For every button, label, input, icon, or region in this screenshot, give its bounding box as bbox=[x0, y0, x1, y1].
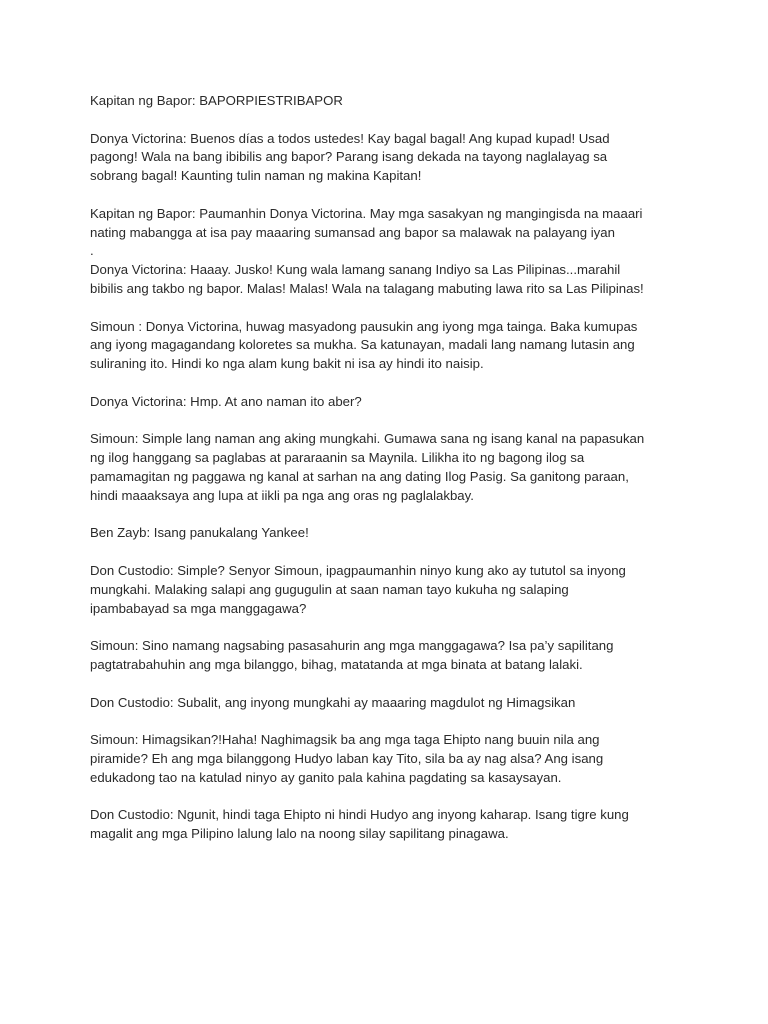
paragraph-1: Kapitan ng Bapor: BAPORPIESTRIBAPOR bbox=[90, 93, 343, 108]
document-body bbox=[90, 92, 690, 863]
paragraph-12: Simoun: Himagsikan?!Haha! Naghimagsik ba ang mga taga Ehipto nang buuin nila ang piramide? Eh ang mga bilanggong Hudyo laban kay Tito, sila ba ay nag alsa? Ang isang edukadong tao na katulad ninyo ay ganito pala kahina pagdating sa kasaysayan. bbox=[90, 732, 604, 785]
paragraph-10: Simoun: Sino namang nagsabing pasasahurin ang mga manggagawa? Isa pa’y sapilitang pagtatrabahuhin ang mga bilanggo, bihag, matatanda at mga binata at batang lalaki. bbox=[90, 638, 614, 672]
paragraph-4: Donya Victorina: Haaay. Jusko! Kung wala lamang sanang Indiyo sa Las Pilipinas...marahil bibilis ang takbo ng bapor. Malas! Malas! Wala na talagang mabuting lawa rito sa Las Pilipinas! bbox=[90, 262, 644, 296]
paragraph-3: Kapitan ng Bapor: Paumanhin Donya Victorina. May mga sasakyan ng mangingisda na maaari nating mabangga at isa pay maaaring sumansad ang bapor sa malawak na palayang iyan . bbox=[90, 205, 643, 259]
paragraph-11: Don Custodio: Subalit, ang inyong mungkahi ay maaaring magdulot ng Himagsikan bbox=[90, 694, 576, 710]
paragraph-9: Don Custodio: Simple? Senyor Simoun, ipagpaumanhin ninyo kung ako ay tututol sa inyong mungkahi. Malaking salapi ang gugugulin at saan naman tayo kukuha ng salaping ipambabayad sa mga manggagawa? bbox=[90, 562, 626, 616]
paragraph-8: Ben Zayb: Isang panukalang Yankee! bbox=[90, 525, 309, 541]
paragraph-13: Don Custodio: Ngunit, hindi taga Ehipto ni hindi Hudyo ang inyong kaharap. Isang tigre kung magalit ang mga Pilipino lalung lalo na noong silay sapilitang pinagawa. bbox=[90, 807, 629, 842]
paragraph-2: Donya Victorina: Buenos días a todos ustedes! Kay bagal bagal! Ang kupad kupad! Usad pagong! Wala na bang ibibilis ang bapor? Parang isang dekada na tayong naglalayag sa sobrang bagal! Kaunting tulin naman ng makina Kapitan! bbox=[90, 130, 610, 184]
paragraph-5: Simoun : Donya Victorina, huwag masyadong pausukin ang iyong mga tainga. Baka kumupas ang iyong magagandang koloretes sa mukha. Sa katunayan, madali lang namang lutasin ang suliraning ito. Hindi ko nga alam kung bakit ni isa ay hindi ito naisip. bbox=[90, 318, 638, 372]
paragraph-6: Donya Victorina: Hmp. At ano naman ito aber? bbox=[90, 393, 362, 409]
paragraph-7: Simoun: Simple lang naman ang aking mungkahi. Gumawa sana ng isang kanal na papasukan ng ilog hanggang sa paglabas at pararaanin sa Maynila. Lilikha ito ng bagong ilog sa pamamagitan ng paggawa ng kanal at sarhan na ang dating Ilog Pasig. Sa ganitong paraan, hindi maaaksaya ang lupa at iikli pa nga ang oras ng paglalakbay. bbox=[90, 431, 645, 503]
